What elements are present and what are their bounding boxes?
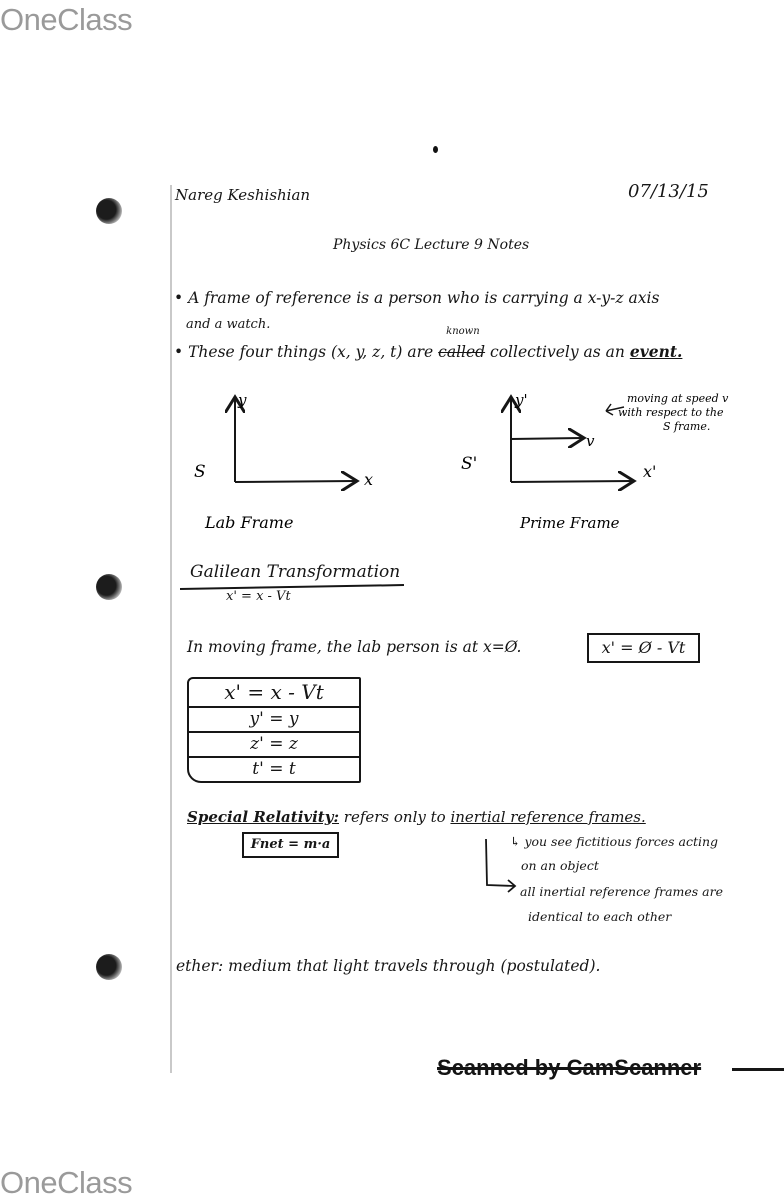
table-row: z' = z <box>189 733 359 758</box>
binder-hole <box>96 954 122 980</box>
reference-frames-diagram <box>180 385 770 540</box>
binder-hole <box>96 574 122 600</box>
page-title: Physics 6C Lecture 9 Notes <box>333 237 530 253</box>
newton-second-law-box: Fnet = m·a <box>242 832 339 858</box>
prime-frame-caption: Prime Frame <box>520 514 620 532</box>
lab-x-label: x <box>364 470 374 489</box>
event-word: event. <box>629 342 683 361</box>
scanner-line <box>732 1068 784 1071</box>
notebook-margin-line <box>170 185 172 1073</box>
event-text-a: • These four things (x, y, z, t) are <box>174 343 434 361</box>
author-name: Nareg Keshishian <box>175 186 311 204</box>
relativity-line <box>187 808 646 826</box>
galilean-formula: x' = x - Vt <box>226 589 291 604</box>
moving-frame-box: x' = Ø - Vt <box>587 633 700 663</box>
prime-x-label: x' <box>643 462 657 481</box>
struck-word: called <box>438 343 486 361</box>
relativity-text-a: refers only to <box>343 808 446 826</box>
table-row: x' = x - Vt <box>189 679 359 708</box>
lab-x-axis <box>235 481 355 482</box>
note-date: 07/13/15 <box>628 181 709 202</box>
moving-frame-text: In moving frame, the lab person is at x=Ø. <box>187 638 522 656</box>
event-text-b: collectively as an <box>490 343 625 361</box>
fictitious-forces-note-cont: on an object <box>521 858 599 873</box>
velocity-note-line3: S frame. <box>663 420 711 433</box>
galilean-heading: Galilean Transformation <box>190 562 401 582</box>
velocity-note-line2: with respect to the <box>618 406 724 419</box>
lab-frame-symbol: S <box>194 462 206 482</box>
binder-hole <box>96 198 122 224</box>
fictitious-forces-note: ↳ you see fictitious forces acting <box>510 834 719 849</box>
galilean-underline <box>180 584 404 590</box>
prime-frame-symbol: S' <box>461 454 478 474</box>
table-row: t' = t <box>252 759 296 779</box>
velocity-note-line1: moving at speed v <box>627 392 729 405</box>
oneclass-watermark-top: OneClass <box>0 2 133 37</box>
bullet-event-definition <box>174 326 683 361</box>
inertial-frames-text: inertial reference frames. <box>450 808 646 826</box>
ink-dot <box>433 146 438 153</box>
bullet-frame-definition-cont: and a watch. <box>186 317 271 332</box>
relativity-heading: Special Relativity: <box>187 808 339 826</box>
velocity-arrow <box>511 438 582 439</box>
event-correction <box>438 326 490 361</box>
prime-x-axis <box>511 481 632 482</box>
ether-note: ether: medium that light travels through (postulated). <box>176 957 601 975</box>
velocity-label: v <box>586 432 595 450</box>
prime-y-label: y' <box>515 391 528 409</box>
inserted-word: known <box>446 326 480 337</box>
lab-y-label: y <box>238 391 247 409</box>
transformation-table <box>187 677 361 783</box>
camscanner-mark: Scanned by CamScanner <box>437 1055 702 1080</box>
bullet-frame-definition: • A frame of reference is a person who is carrying a x-y-z axis <box>174 289 660 307</box>
lab-frame-caption: Lab Frame <box>205 513 294 532</box>
oneclass-watermark-bottom: OneClass <box>0 1165 133 1200</box>
table-row: y' = y <box>189 708 359 733</box>
inertial-frames-note: all inertial reference frames are <box>520 884 723 899</box>
inertial-frames-note-cont: identical to each other <box>528 909 672 924</box>
